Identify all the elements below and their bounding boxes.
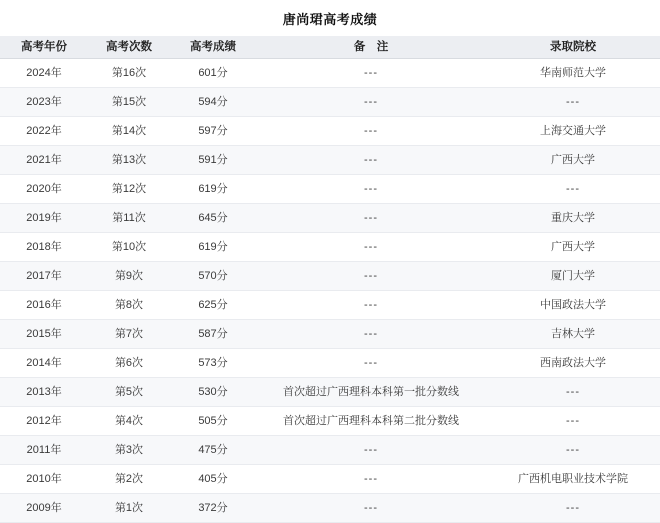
cell-attempt: 第16次: [88, 59, 170, 88]
cell-note: ---: [256, 117, 486, 146]
column-header-note: 备 注: [256, 36, 486, 59]
cell-score: 597分: [170, 117, 256, 146]
table-row: [0, 204, 660, 233]
cell-note: ---: [256, 291, 486, 320]
cell-attempt: 第1次: [88, 494, 170, 523]
cell-attempt: 第15次: [88, 88, 170, 117]
cell-note: ---: [256, 494, 486, 523]
cell-year: 2017年: [0, 262, 88, 291]
table-row: [0, 436, 660, 465]
table-row: [0, 291, 660, 320]
cell-year: 2013年: [0, 378, 88, 407]
cell-score: 570分: [170, 262, 256, 291]
cell-attempt: 第13次: [88, 146, 170, 175]
column-header-score: 高考成绩: [170, 36, 256, 59]
table-row: [0, 262, 660, 291]
table-row: [0, 407, 660, 436]
cell-year: 2022年: [0, 117, 88, 146]
cell-score: 619分: [170, 233, 256, 262]
cell-year: 2016年: [0, 291, 88, 320]
table-body: [0, 59, 660, 523]
cell-score: 475分: [170, 436, 256, 465]
cell-attempt: 第8次: [88, 291, 170, 320]
cell-score: 505分: [170, 407, 256, 436]
cell-score: 645分: [170, 204, 256, 233]
cell-year: 2021年: [0, 146, 88, 175]
cell-score: 619分: [170, 175, 256, 204]
cell-score: 573分: [170, 349, 256, 378]
cell-note: ---: [256, 233, 486, 262]
cell-school: ---: [486, 378, 660, 407]
cell-year: 2024年: [0, 59, 88, 88]
cell-note: ---: [256, 146, 486, 175]
cell-note: ---: [256, 349, 486, 378]
table-row: [0, 59, 660, 88]
cell-score: 587分: [170, 320, 256, 349]
cell-note: ---: [256, 88, 486, 117]
cell-school: 西南政法大学: [486, 349, 660, 378]
column-header-attempt: 高考次数: [88, 36, 170, 59]
cell-attempt: 第6次: [88, 349, 170, 378]
cell-attempt: 第10次: [88, 233, 170, 262]
cell-note: ---: [256, 59, 486, 88]
table-row: [0, 378, 660, 407]
cell-score: 625分: [170, 291, 256, 320]
cell-attempt: 第4次: [88, 407, 170, 436]
table-row: [0, 494, 660, 523]
cell-note: ---: [256, 320, 486, 349]
cell-attempt: 第12次: [88, 175, 170, 204]
cell-school: 广西机电职业技术学院: [486, 465, 660, 494]
cell-attempt: 第3次: [88, 436, 170, 465]
cell-school: 上海交通大学: [486, 117, 660, 146]
cell-score: 530分: [170, 378, 256, 407]
cell-attempt: 第5次: [88, 378, 170, 407]
cell-score: 594分: [170, 88, 256, 117]
cell-attempt: 第14次: [88, 117, 170, 146]
cell-school: 重庆大学: [486, 204, 660, 233]
cell-year: 2023年: [0, 88, 88, 117]
cell-score: 405分: [170, 465, 256, 494]
cell-score: 601分: [170, 59, 256, 88]
cell-note: ---: [256, 262, 486, 291]
cell-year: 2018年: [0, 233, 88, 262]
cell-note: ---: [256, 175, 486, 204]
cell-note: 首次超过广西理科本科第二批分数线: [256, 407, 486, 436]
cell-school: ---: [486, 88, 660, 117]
table-row: [0, 320, 660, 349]
table-row: [0, 117, 660, 146]
cell-note: ---: [256, 204, 486, 233]
cell-school: 厦门大学: [486, 262, 660, 291]
table-header: [0, 36, 660, 59]
table-header-row: [0, 36, 660, 59]
cell-note: 首次超过广西理科本科第一批分数线: [256, 378, 486, 407]
cell-year: 2011年: [0, 436, 88, 465]
cell-school: 广西大学: [486, 233, 660, 262]
cell-school: 吉林大学: [486, 320, 660, 349]
cell-year: 2014年: [0, 349, 88, 378]
cell-year: 2012年: [0, 407, 88, 436]
table-row: [0, 88, 660, 117]
page-title: 唐尚珺高考成绩: [282, 12, 378, 27]
cell-school: 广西大学: [486, 146, 660, 175]
cell-year: 2015年: [0, 320, 88, 349]
cell-school: ---: [486, 407, 660, 436]
cell-attempt: 第7次: [88, 320, 170, 349]
grades-table: [0, 36, 660, 523]
cell-score: 591分: [170, 146, 256, 175]
cell-attempt: 第11次: [88, 204, 170, 233]
cell-school: ---: [486, 175, 660, 204]
cell-school: ---: [486, 494, 660, 523]
table-row: [0, 146, 660, 175]
table-row: [0, 465, 660, 494]
table-row: [0, 233, 660, 262]
column-header-school: 录取院校: [486, 36, 660, 59]
cell-note: ---: [256, 465, 486, 494]
cell-score: 372分: [170, 494, 256, 523]
cell-attempt: 第9次: [88, 262, 170, 291]
cell-school: 华南师范大学: [486, 59, 660, 88]
table-row: [0, 349, 660, 378]
cell-school: 中国政法大学: [486, 291, 660, 320]
cell-school: ---: [486, 436, 660, 465]
table-row: [0, 175, 660, 204]
cell-year: 2020年: [0, 175, 88, 204]
cell-year: 2010年: [0, 465, 88, 494]
cell-year: 2019年: [0, 204, 88, 233]
cell-note: ---: [256, 436, 486, 465]
cell-attempt: 第2次: [88, 465, 170, 494]
cell-year: 2009年: [0, 494, 88, 523]
column-header-year: 高考年份: [0, 36, 88, 59]
